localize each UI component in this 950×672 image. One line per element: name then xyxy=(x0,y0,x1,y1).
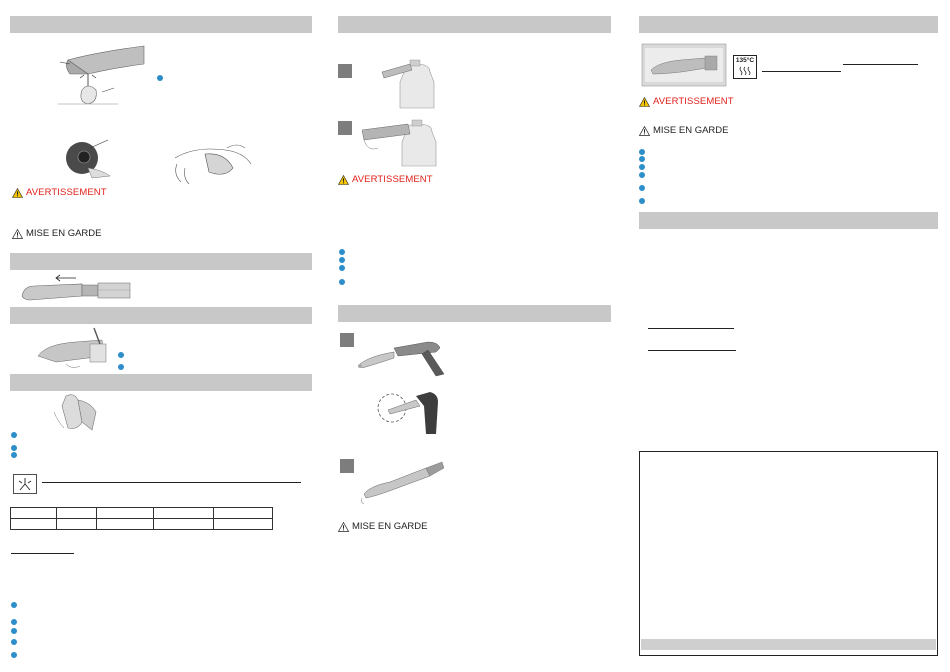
info-icon xyxy=(339,279,345,285)
notes-box xyxy=(639,451,938,656)
autoclave-135-icon xyxy=(733,55,757,79)
info-icon xyxy=(11,452,17,458)
oil-spray-illustration xyxy=(36,326,110,370)
wipe-cloth-illustration xyxy=(52,392,98,432)
caution-triangle-icon xyxy=(12,229,23,239)
warning-label xyxy=(338,174,433,185)
handpiece-detach-illustration xyxy=(20,274,132,304)
caution-label xyxy=(639,125,729,136)
step-marker xyxy=(338,121,352,135)
spray-can-illustration xyxy=(380,58,442,110)
info-icon xyxy=(157,75,163,81)
caution-text: MISE EN GARDE xyxy=(26,228,102,239)
handpiece-bur-illustration xyxy=(58,42,150,112)
info-icon xyxy=(11,639,17,645)
section-header-bar xyxy=(639,212,938,229)
underline xyxy=(843,64,918,65)
air-gun-illustration xyxy=(358,334,450,378)
section-header-bar xyxy=(338,305,611,322)
caution-text: MISE EN GARDE xyxy=(653,125,729,136)
caution-triangle-icon xyxy=(639,126,650,136)
info-icon xyxy=(639,185,645,191)
info-icon xyxy=(11,652,17,658)
underline xyxy=(648,328,734,329)
sterilization-pouch-illustration xyxy=(641,42,727,88)
underline xyxy=(762,71,841,72)
info-icon xyxy=(11,602,17,608)
underline xyxy=(648,350,736,351)
spray-can-handpiece-illustration xyxy=(362,118,442,168)
underline xyxy=(11,553,74,554)
info-icon xyxy=(118,352,124,358)
table-row xyxy=(11,519,273,530)
warning-triangle-icon xyxy=(338,175,349,185)
warning-label xyxy=(12,187,107,198)
step-marker xyxy=(340,459,354,473)
info-icon xyxy=(11,628,17,634)
info-icon xyxy=(339,249,345,255)
divider-line xyxy=(42,482,301,483)
info-icon xyxy=(639,198,645,204)
caution-label xyxy=(12,228,102,239)
caution-label xyxy=(338,521,428,532)
air-gun-detail-illustration xyxy=(372,384,446,436)
info-icon xyxy=(639,149,645,155)
warning-triangle-icon xyxy=(12,188,23,198)
section-header-bar xyxy=(10,374,312,391)
notes-box-footer xyxy=(641,639,936,650)
caution-triangle-icon xyxy=(338,522,349,532)
handpiece-head-illustration xyxy=(62,138,112,180)
section-header-bar xyxy=(10,16,312,33)
section-header-bar xyxy=(639,16,938,33)
steam-waves-icon xyxy=(738,66,752,76)
step-marker xyxy=(340,333,354,347)
caution-text: MISE EN GARDE xyxy=(352,521,428,532)
warning-label xyxy=(639,96,734,107)
autoclave-temperature: 135°C xyxy=(735,57,755,64)
info-icon xyxy=(11,619,17,625)
info-icon xyxy=(339,265,345,271)
info-icon xyxy=(639,164,645,170)
handpiece-air-dry-illustration xyxy=(360,460,444,504)
parameters-table xyxy=(10,507,273,530)
disinfection-symbol-icon xyxy=(13,474,37,494)
step-marker xyxy=(338,64,352,78)
hand-wiping-illustration xyxy=(165,138,255,188)
info-icon xyxy=(11,432,17,438)
warning-text: AVERTISSEMENT xyxy=(352,174,433,185)
info-icon xyxy=(639,156,645,162)
info-icon xyxy=(339,257,345,263)
info-icon xyxy=(118,364,124,370)
section-header-bar xyxy=(10,307,312,324)
warning-triangle-icon xyxy=(639,97,650,107)
section-header-bar xyxy=(338,16,611,33)
info-icon xyxy=(11,445,17,451)
info-icon xyxy=(639,172,645,178)
warning-text: AVERTISSEMENT xyxy=(26,187,107,198)
warning-text: AVERTISSEMENT xyxy=(653,96,734,107)
section-header-bar xyxy=(10,253,312,270)
table-row xyxy=(11,508,273,519)
